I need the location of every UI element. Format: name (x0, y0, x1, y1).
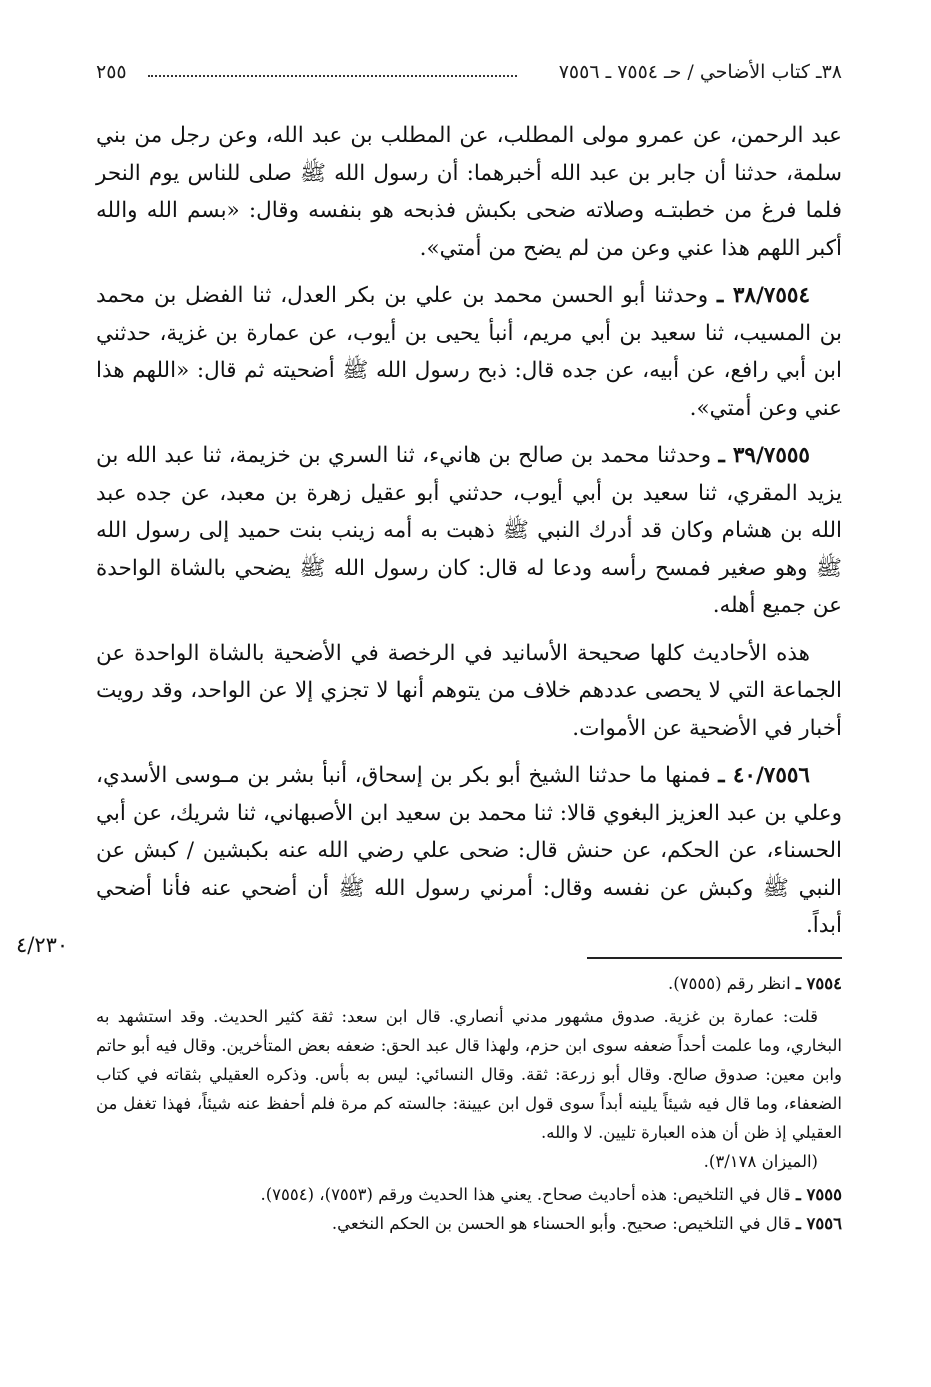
paragraph-text: وحدثنا أبو الحسن محمد بن علي بن بكر العدل، ثنا الفضل بن محمد بن المسيب، ثنا سعيد بن أبي مريم، أنبأ يحيى بن أيوب، عن عمارة بن غزية، حدثني ابن أبي رافع، عن أبيه، عن جده قال: ذبح رسول الله ﷺ أضحيته ثم قال: «اللهم هذا عني وعن أمتي». (96, 283, 842, 421)
paragraph-text: هذه الأحاديث كلها صحيحة الأسانيد في الرخصة في الأضحية بالشاة الواحدة عن الجماعة التي لا يحصى عددهم خلاف من يتوهم أنها لا تجزي إلا عن الواحد، وقد رويت أخبار في الأضحية عن الأموات. (96, 640, 842, 741)
footnote (96, 1147, 842, 1176)
footnote (96, 1180, 842, 1209)
footnote-text: (الميزان ٣/١٧٨). (703, 1151, 818, 1171)
footnote-text: قال في التلخيص: صحيح. وأبو الحسناء هو الحسن بن الحكم النخعي. (331, 1213, 796, 1233)
footnote-text: قال في التلخيص: هذه أحاديث صحاح. يعني هذا الحديث ورقم (٧٥٥٣)، (٧٥٥٤). (260, 1184, 796, 1204)
paragraph (96, 635, 842, 748)
margin-volume-reference: ٤/٢٣٠ (16, 933, 69, 957)
footnote (96, 1209, 842, 1238)
document-page (16, 55, 842, 1345)
footnotes (96, 969, 842, 1238)
paragraph-text: وحدثنا محمد بن صالح بن هانيء، ثنا السري بن خزيمة، ثنا عبد الله بن يزيد المقري، ثنا سعيد بن أبي أيوب، حدثني أبو عقيل زهرة بن معبد، عن جده عبد الله بن هشام وكان قد أدرك النبي ﷺ ذهبت به أمه زينب بنت حميد إلى رسول الله ﷺ وهو صغير فمسح رأسه ودعا له قال: كان رسول الله ﷺ يضحي بالشاة الواحدة عن جميع أهله. (96, 443, 842, 618)
main-text (96, 117, 842, 945)
footnote-divider (587, 957, 842, 959)
footnote-text: قلت: عمارة بن غزية. صدوق مشهور مدني أنصاري. قال ابن سعد: ثقة كثير الحديث. وقد استشهد به البخاري، وما علمت أحداً ضعفه سوى ابن حزم، ولهذا قال عبد الحق: ضعفه بعض المتأخرين. وقال فيه أبو حاتم وابن معين: صدوق صالح. وقال أبو زرعة: ثقة. وقال النسائي: ليس به بأس. وذكره العقيلي بثقاته في كتاب الضعفاء، وما قال فيه شيئاً يلينه أبداً سوى قول ابن عيينة: جالسته كم مرة فلم أحفظ عنه شيئاً، فهذا تغفل من العقيلي إذ ظن أن هذه العبارة تليين. لا والله. (96, 1006, 842, 1142)
hadith-number: ٣٨/٧٥٥٤ ـ (717, 283, 810, 308)
footnote (96, 1002, 842, 1147)
paragraph (96, 437, 842, 625)
footnote-number: ٧٥٥٦ ـ (795, 1213, 842, 1233)
paragraph-text: فمنها ما حدثنا الشيخ أبو بكر بن إسحاق، أنبأ بشر بن مـوسى الأسدي، وعلي بن عبد العزيز البغوي قالا: ثنا محمد بن سعيد ابن الأصبهاني، ثنا شريك، عن أبي الحسناء، عن الحكم، عن حنش قال: ضحى علي رضي الله عنه بكبشين / كبش عن النبي ﷺ وكبش عن نفسه وقال: أمرني رسول الله ﷺ أن أضحي عنه فأنا أضحي أبداً. (96, 763, 842, 938)
running-header (96, 55, 842, 95)
header-title: ٣٨ـ كتاب الأضاحي / حـ ٧٥٥٤ ـ ٧٥٥٦ (558, 61, 842, 83)
paragraph (96, 117, 842, 267)
page-number: ٢٥٥ (96, 61, 127, 83)
footnote (96, 969, 842, 998)
paragraph (96, 757, 842, 945)
footnote-number: ٧٥٥٥ ـ (795, 1184, 842, 1204)
paragraph-text: عبد الرحمن، عن عمرو مولى المطلب، عن المطلب بن عبد الله، وعن رجل من بني سلمة، حدثنا أن جابر بن عبد الله أخبرهما: أن رسول الله ﷺ صلى للناس يوم النحر فلما فرغ من خطبتـه وصلاته ضحى بكبش فذبحه هو بنفسه وقال: «بسم الله والله أكبر اللهم هذا عني وعن من لم يضح من أمتي». (96, 123, 842, 261)
header-leader-dots (148, 75, 517, 77)
hadith-number: ٤٠/٧٥٥٦ ـ (718, 763, 810, 788)
paragraph (96, 277, 842, 427)
footnote-number: ٧٥٥٤ ـ (795, 973, 842, 993)
hadith-number: ٣٩/٧٥٥٥ ـ (718, 443, 810, 468)
footnote-text: انظر رقم (٧٥٥٥). (667, 973, 796, 993)
